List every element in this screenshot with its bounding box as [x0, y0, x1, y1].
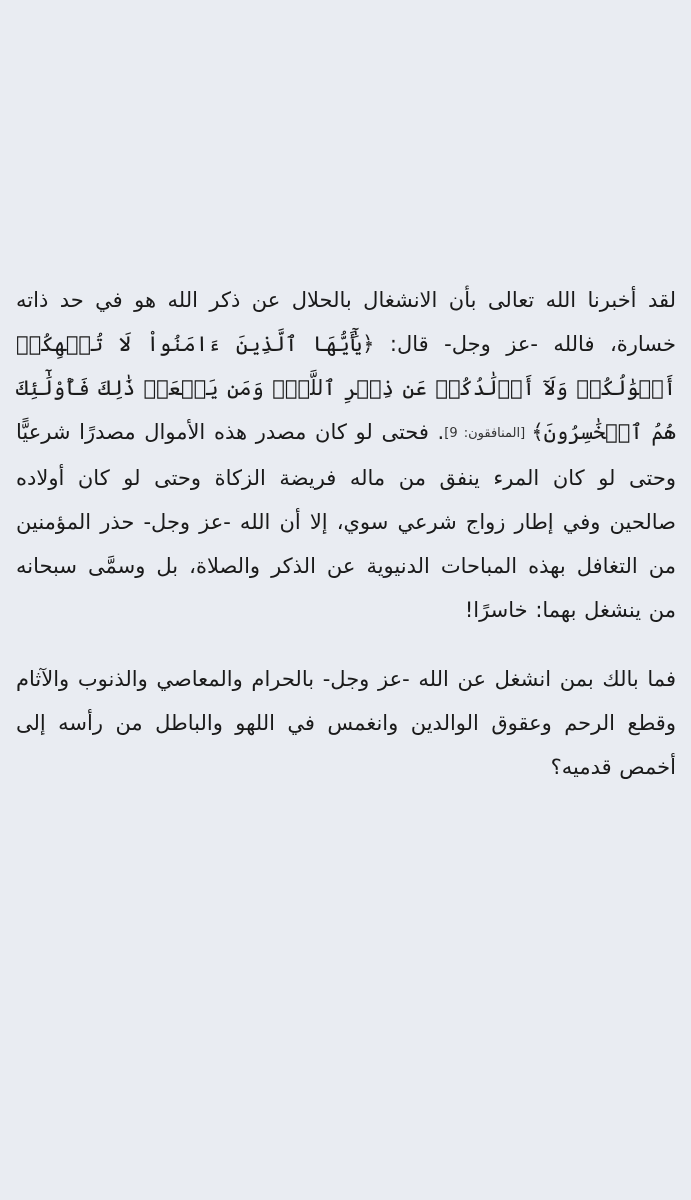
verse-close-bracket: ﴾	[531, 420, 544, 444]
article-text	[16, 278, 676, 789]
verse-reference: [المنافقون: 9]	[444, 426, 532, 441]
paragraph-1-intro: لقد أخبرنا الله تعالى بأن الانشغال بالحلال عن ذكر الله هو في حد ذاته خسارة، فالله -عز وجل- قال:	[16, 288, 676, 356]
paragraph-2: فما بالك بمن انشغل عن الله -عز وجل- بالحرام والمعاصي والذنوب والآثام وقطع الرحم وعقوق الوالدين وانغمس في اللهو والباطل من رأسه إلى أخمص قدميه؟	[16, 667, 676, 779]
paragraph-1	[16, 278, 676, 632]
verse-open-bracket: ﴿	[362, 332, 375, 356]
quran-verse: يَٰٓأَيُّهَا ٱلَّذِينَ ءَامَنُواْ لَا تُلۡهِكُمۡ أَمۡوَٰلُكُمۡ وَلَآ أَوۡلَٰدُكُمۡ عَن ذِكۡرِ ٱللَّهِۚ وَمَن يَفۡعَلۡ ذَٰلِكَ فَأُوْلَٰٓئِكَ هُمُ ٱلۡخَٰسِرُونَ	[16, 332, 676, 444]
paragraph-1-rest: . فحتى لو كان مصدر هذه الأموال مصدرًا شرعيًّا وحتى لو كان المرء ينفق من ماله فريضة الزكاة وحتى لو كان أولاده صالحين وفي إطار زواج شرعي سوي، إلا أن الله -عز وجل- حذر المؤمنين من التغافل بهذه المباحات الدنيوية عن الذكر والصلاة، بل وسمَّى سبحانه من ينشغل بهما: خاسرًا!	[16, 420, 676, 622]
